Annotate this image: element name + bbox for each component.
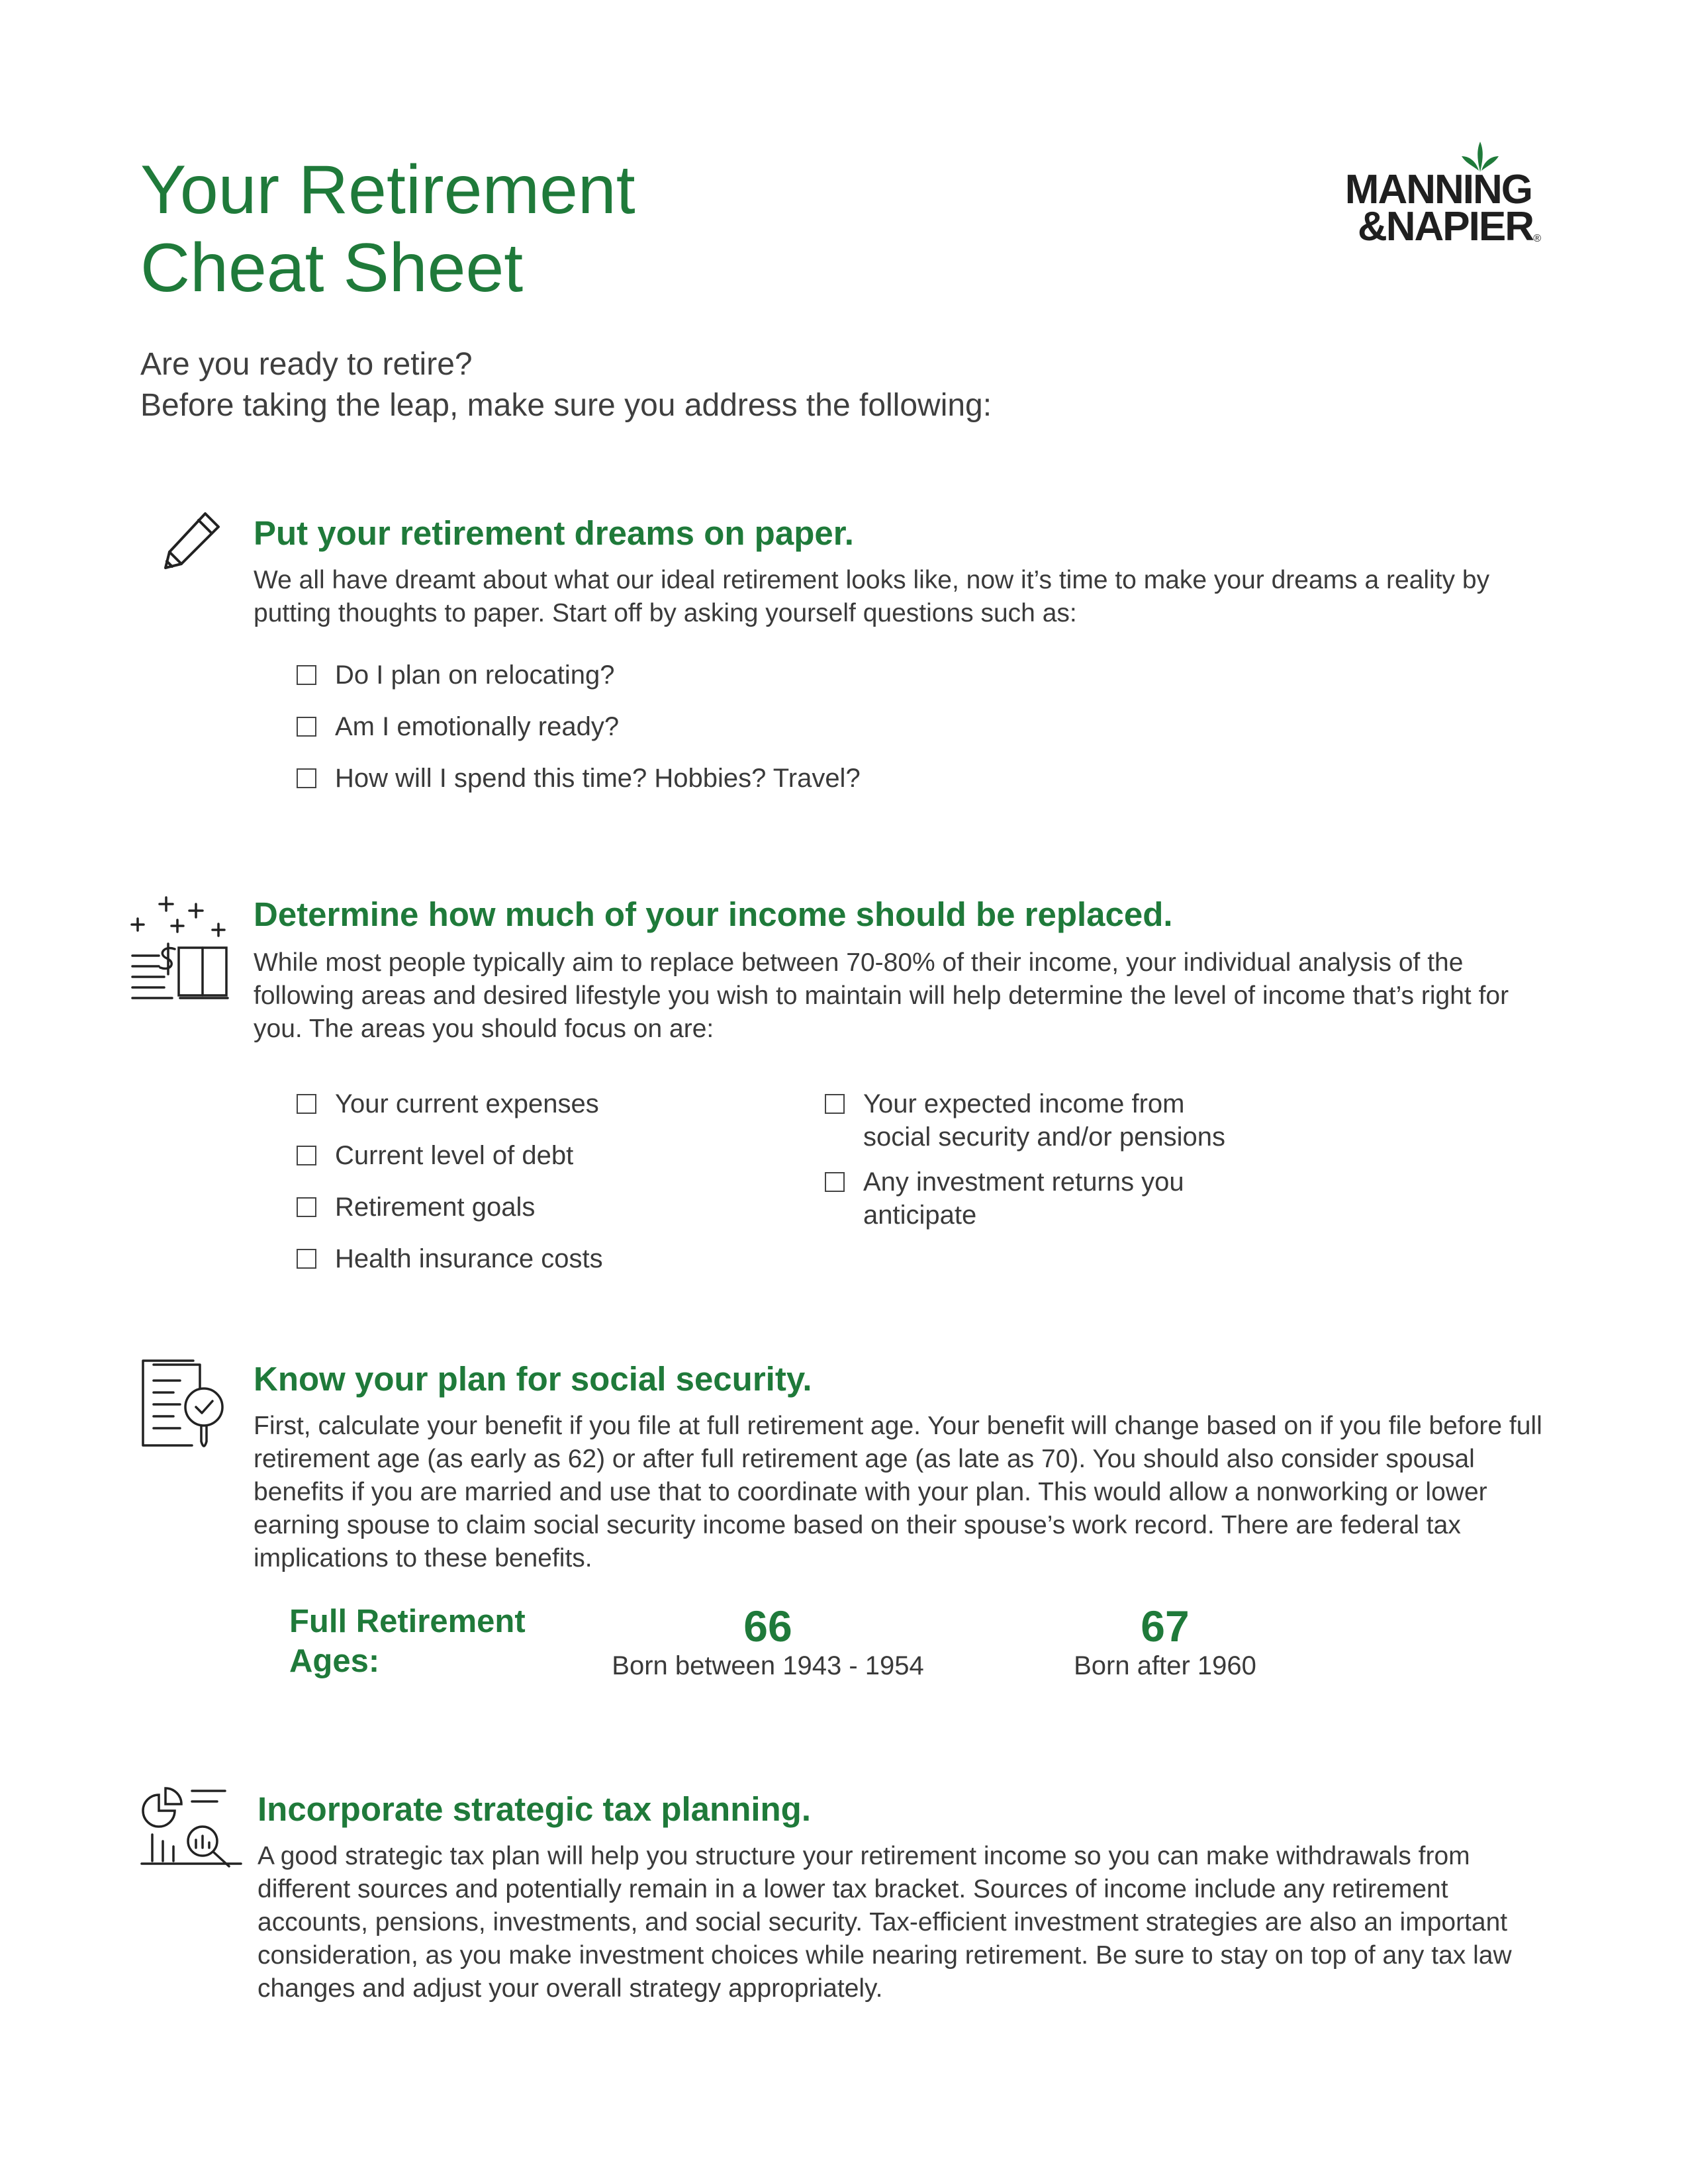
section-4-body: A good strategic tax plan will help you structure your retirement income so you can make withdrawals from different sources and potentially remain in a lower tax bracket. Sources of income include any retirement accounts, pensions, investments, and social security. Tax-efficient investment strategies are also an important consideration, as you make investment choices while nearing retirement. Be sure to stay on top of any tax law changes and adjust your overall strategy appropriately.	[258, 1842, 1512, 2003]
section-1-checklist	[297, 659, 861, 795]
registered-mark: ®	[1533, 233, 1541, 244]
chart-analysis-icon	[139, 1787, 245, 1873]
age-note: Born between 1943 - 1954	[612, 1651, 924, 1680]
checkbox[interactable]	[297, 768, 316, 788]
checklist-item[interactable]: Any investment returns you anticipate	[825, 1165, 1248, 1232]
section-2-body: While most people typically aim to replace between 70-80% of their income, your individual analysis of the following areas and desired lifestyle you wish to maintain will help determine the level of income that’s right for you. The areas you should focus on are:	[254, 948, 1509, 1043]
checklist-item[interactable]: Retirement goals	[297, 1191, 603, 1224]
checkbox[interactable]	[825, 1172, 845, 1192]
page-title	[140, 151, 635, 307]
checklist-item[interactable]: Am I emotionally ready?	[297, 710, 861, 743]
checklist-item[interactable]: Current level of debt	[297, 1139, 603, 1172]
section-2-checklist-right	[825, 1087, 1248, 1232]
age-66	[596, 1603, 940, 1682]
section-4-title: Incorporate strategic tax planning.	[258, 1790, 811, 1828]
checklist-item[interactable]: How will I spend this time? Hobbies? Travel?	[297, 762, 861, 795]
section-2-checklist-left	[297, 1087, 603, 1275]
intro-line-2: Before taking the leap, make sure you address the following:	[140, 388, 992, 423]
checkbox[interactable]	[297, 1197, 316, 1217]
checklist-item[interactable]: Your current expenses	[297, 1087, 603, 1120]
age-67	[1033, 1603, 1297, 1682]
section-3-title: Know your plan for social security.	[254, 1360, 812, 1398]
age-value: 67	[1141, 1602, 1190, 1651]
section-3-body: First, calculate your benefit if you file at full retirement age. Your benefit will change based on if you file before full retirement age (as early as 62) or after full retirement age (as late as 70). You should also consider spousal benefits if you are married and use that to coordinate with your plan. This would allow a nonworking or lower earning spouse to claim social security income based on their spouse’s work record. There are federal tax implications to these benefits.	[254, 1412, 1542, 1572]
logo-line-2: &NAPIER	[1357, 204, 1533, 250]
age-value: 66	[743, 1602, 792, 1651]
checkbox[interactable]	[297, 1146, 316, 1165]
manning-napier-logo	[1342, 140, 1541, 250]
checkbox[interactable]	[297, 665, 316, 685]
money-sparkle-icon	[130, 895, 236, 1007]
intro-line-1: Are you ready to retire?	[140, 347, 473, 382]
checklist-item[interactable]: Health insurance costs	[297, 1242, 603, 1275]
title-line-1: Your Retirement	[140, 152, 635, 228]
checkbox[interactable]	[297, 717, 316, 737]
title-line-2: Cheat Sheet	[140, 230, 524, 306]
section-1-body: We all have dreamt about what our ideal retirement looks like, now it’s time to make your dreams a reality by putting thoughts to paper. Start off by asking yourself questions such as:	[254, 566, 1490, 627]
section-2-title: Determine how much of your income should be replaced.	[254, 895, 1173, 933]
checklist-item[interactable]: Do I plan on relocating?	[297, 659, 861, 692]
pencil-icon	[159, 508, 225, 574]
logo-line-1: MANNING	[1344, 167, 1532, 212]
checkbox[interactable]	[297, 1094, 316, 1114]
checklist-item[interactable]: Your expected income from social security and/or pensions	[825, 1087, 1248, 1154]
full-retirement-ages-label: Full Retirement Ages:	[289, 1604, 526, 1679]
checkbox[interactable]	[297, 1249, 316, 1269]
intro-text	[140, 344, 992, 426]
age-note: Born after 1960	[1074, 1651, 1256, 1680]
document-search-icon	[140, 1358, 233, 1464]
section-1-title: Put your retirement dreams on paper.	[254, 514, 854, 552]
checkbox[interactable]	[825, 1094, 845, 1114]
